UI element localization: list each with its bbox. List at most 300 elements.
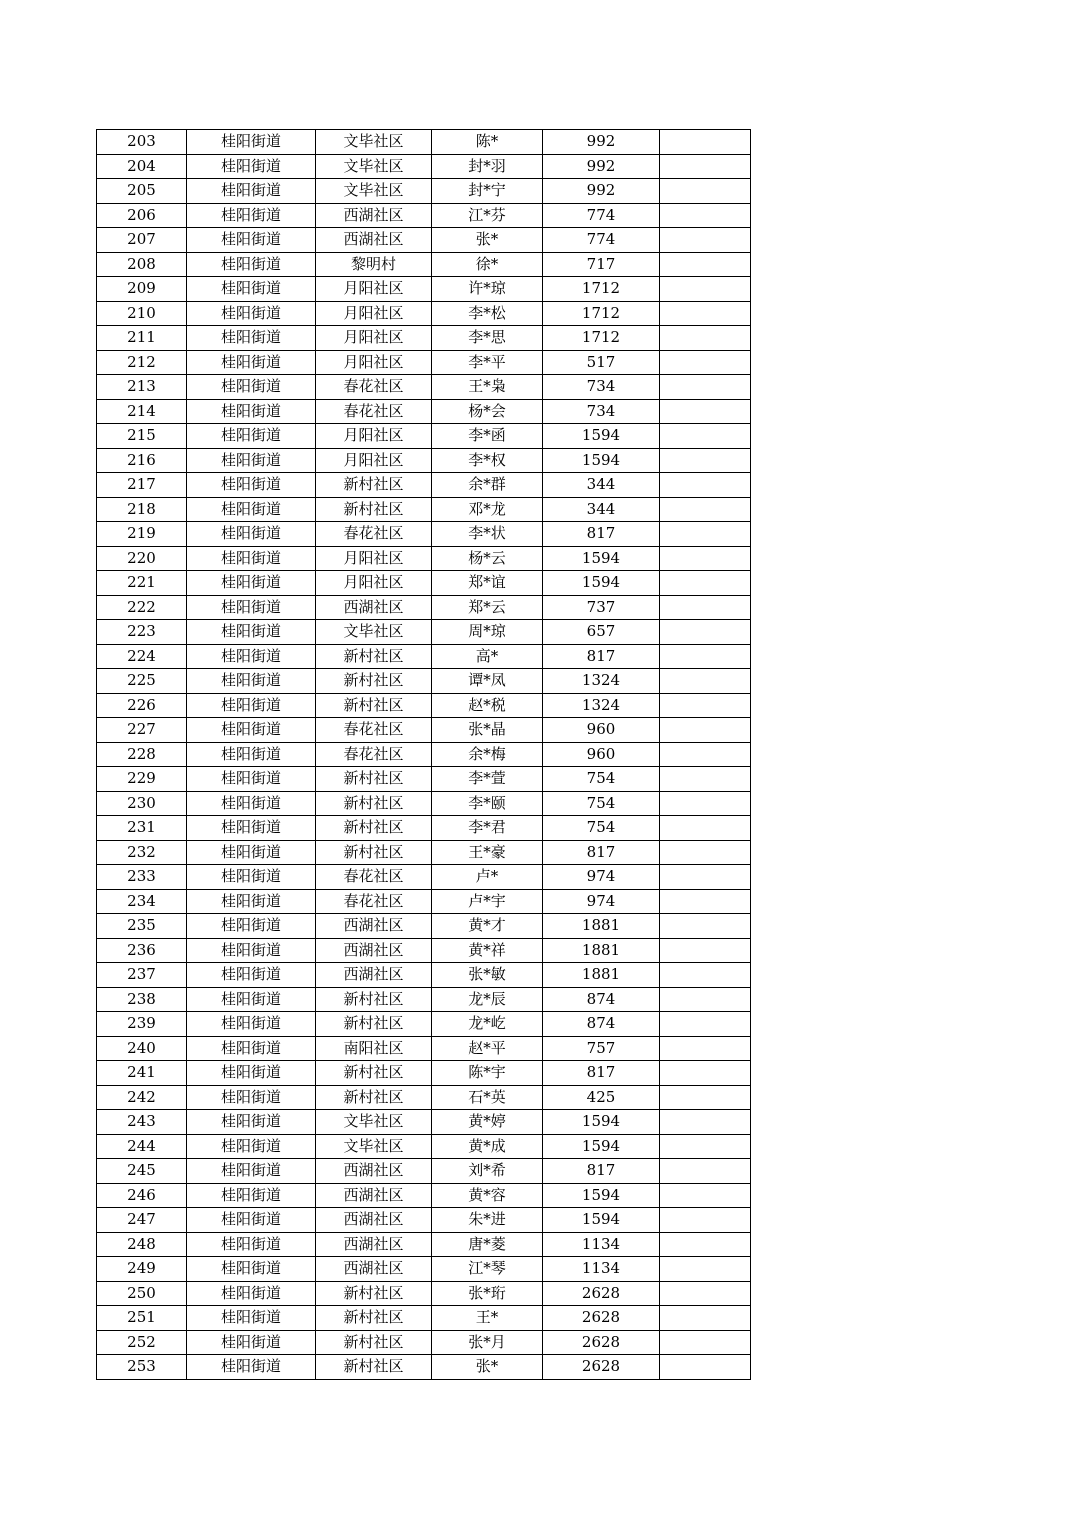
table-row [97, 1061, 751, 1086]
community-cell: 文毕社区 [316, 1134, 432, 1159]
remark-cell [660, 1306, 751, 1331]
amount-cell: 734 [543, 375, 660, 400]
community-cell: 新村社区 [316, 1085, 432, 1110]
street-cell: 桂阳街道 [187, 1355, 316, 1380]
table-row [97, 595, 751, 620]
row-number-cell: 217 [97, 473, 187, 498]
street-cell: 桂阳街道 [187, 228, 316, 253]
amount-cell: 992 [543, 154, 660, 179]
table-row [97, 1134, 751, 1159]
street-cell: 桂阳街道 [187, 179, 316, 204]
amount-cell: 1594 [543, 1183, 660, 1208]
row-number-cell: 229 [97, 767, 187, 792]
amount-cell: 2628 [543, 1281, 660, 1306]
row-number-cell: 230 [97, 791, 187, 816]
name-cell: 卢*宇 [432, 889, 543, 914]
table-row [97, 693, 751, 718]
community-cell: 新村社区 [316, 1281, 432, 1306]
street-cell: 桂阳街道 [187, 1110, 316, 1135]
table-row [97, 816, 751, 841]
amount-cell: 960 [543, 742, 660, 767]
remark-cell [660, 399, 751, 424]
community-cell: 月阳社区 [316, 277, 432, 302]
remark-cell [660, 987, 751, 1012]
remark-cell [660, 154, 751, 179]
name-cell: 封*宁 [432, 179, 543, 204]
street-cell: 桂阳街道 [187, 1232, 316, 1257]
remark-cell [660, 522, 751, 547]
name-cell: 张* [432, 1355, 543, 1380]
amount-cell: 1324 [543, 669, 660, 694]
street-cell: 桂阳街道 [187, 203, 316, 228]
name-cell: 王*枭 [432, 375, 543, 400]
amount-cell: 1594 [543, 1110, 660, 1135]
community-cell: 黎明村 [316, 252, 432, 277]
remark-cell [660, 1355, 751, 1380]
remark-cell [660, 1134, 751, 1159]
remark-cell [660, 203, 751, 228]
amount-cell: 754 [543, 791, 660, 816]
row-number-cell: 231 [97, 816, 187, 841]
amount-cell: 517 [543, 350, 660, 375]
remark-cell [660, 791, 751, 816]
name-cell: 黄*容 [432, 1183, 543, 1208]
row-number-cell: 249 [97, 1257, 187, 1282]
remark-cell [660, 767, 751, 792]
table-row [97, 497, 751, 522]
name-cell: 江*琴 [432, 1257, 543, 1282]
table-row [97, 1110, 751, 1135]
table-row [97, 179, 751, 204]
table-row [97, 1159, 751, 1184]
community-cell: 文毕社区 [316, 179, 432, 204]
table-row [97, 399, 751, 424]
amount-cell: 974 [543, 889, 660, 914]
table-row [97, 987, 751, 1012]
name-cell: 许*琼 [432, 277, 543, 302]
community-cell: 新村社区 [316, 1355, 432, 1380]
community-cell: 春花社区 [316, 399, 432, 424]
table-row [97, 448, 751, 473]
amount-cell: 344 [543, 497, 660, 522]
community-cell: 南阳社区 [316, 1036, 432, 1061]
row-number-cell: 206 [97, 203, 187, 228]
table-row [97, 424, 751, 449]
community-cell: 新村社区 [316, 693, 432, 718]
remark-cell [660, 595, 751, 620]
street-cell: 桂阳街道 [187, 424, 316, 449]
remark-cell [660, 914, 751, 939]
community-cell: 西湖社区 [316, 938, 432, 963]
remark-cell [660, 669, 751, 694]
row-number-cell: 214 [97, 399, 187, 424]
name-cell: 李*松 [432, 301, 543, 326]
community-cell: 西湖社区 [316, 1208, 432, 1233]
remark-cell [660, 938, 751, 963]
table-row [97, 228, 751, 253]
community-cell: 西湖社区 [316, 203, 432, 228]
remark-cell [660, 620, 751, 645]
remark-cell [660, 1281, 751, 1306]
street-cell: 桂阳街道 [187, 938, 316, 963]
row-number-cell: 224 [97, 644, 187, 669]
community-cell: 春花社区 [316, 889, 432, 914]
name-cell: 陈* [432, 130, 543, 155]
amount-cell: 2628 [543, 1330, 660, 1355]
street-cell: 桂阳街道 [187, 301, 316, 326]
table-row [97, 767, 751, 792]
amount-cell: 1594 [543, 571, 660, 596]
amount-cell: 757 [543, 1036, 660, 1061]
street-cell: 桂阳街道 [187, 1012, 316, 1037]
table-row [97, 791, 751, 816]
remark-cell [660, 889, 751, 914]
table-row [97, 963, 751, 988]
community-cell: 月阳社区 [316, 571, 432, 596]
row-number-cell: 216 [97, 448, 187, 473]
table-row [97, 1330, 751, 1355]
table-row [97, 938, 751, 963]
row-number-cell: 238 [97, 987, 187, 1012]
row-number-cell: 241 [97, 1061, 187, 1086]
table-row [97, 914, 751, 939]
remark-cell [660, 1232, 751, 1257]
street-cell: 桂阳街道 [187, 620, 316, 645]
amount-cell: 1881 [543, 914, 660, 939]
community-cell: 月阳社区 [316, 546, 432, 571]
amount-cell: 1594 [543, 1208, 660, 1233]
remark-cell [660, 326, 751, 351]
table-row [97, 1183, 751, 1208]
amount-cell: 774 [543, 203, 660, 228]
street-cell: 桂阳街道 [187, 718, 316, 743]
row-number-cell: 243 [97, 1110, 187, 1135]
street-cell: 桂阳街道 [187, 889, 316, 914]
amount-cell: 874 [543, 987, 660, 1012]
remark-cell [660, 1159, 751, 1184]
row-number-cell: 210 [97, 301, 187, 326]
row-number-cell: 245 [97, 1159, 187, 1184]
community-cell: 春花社区 [316, 718, 432, 743]
name-cell: 黄*才 [432, 914, 543, 939]
amount-cell: 1881 [543, 938, 660, 963]
amount-cell: 754 [543, 767, 660, 792]
street-cell: 桂阳街道 [187, 130, 316, 155]
street-cell: 桂阳街道 [187, 1330, 316, 1355]
name-cell: 李*君 [432, 816, 543, 841]
table-row [97, 546, 751, 571]
name-cell: 李*状 [432, 522, 543, 547]
remark-cell [660, 375, 751, 400]
community-cell: 文毕社区 [316, 1110, 432, 1135]
street-cell: 桂阳街道 [187, 522, 316, 547]
street-cell: 桂阳街道 [187, 595, 316, 620]
amount-cell: 425 [543, 1085, 660, 1110]
table-row [97, 865, 751, 890]
street-cell: 桂阳街道 [187, 987, 316, 1012]
table-row [97, 1257, 751, 1282]
remark-cell [660, 693, 751, 718]
community-cell: 新村社区 [316, 1012, 432, 1037]
street-cell: 桂阳街道 [187, 546, 316, 571]
table-row [97, 1012, 751, 1037]
table-row [97, 889, 751, 914]
community-cell: 新村社区 [316, 840, 432, 865]
name-cell: 龙*屹 [432, 1012, 543, 1037]
street-cell: 桂阳街道 [187, 375, 316, 400]
amount-cell: 717 [543, 252, 660, 277]
name-cell: 陈*宇 [432, 1061, 543, 1086]
remark-cell [660, 1257, 751, 1282]
name-cell: 卢* [432, 865, 543, 890]
table-row [97, 301, 751, 326]
street-cell: 桂阳街道 [187, 914, 316, 939]
data-table [96, 129, 751, 1380]
street-cell: 桂阳街道 [187, 252, 316, 277]
remark-cell [660, 448, 751, 473]
row-number-cell: 234 [97, 889, 187, 914]
table-row [97, 350, 751, 375]
row-number-cell: 226 [97, 693, 187, 718]
street-cell: 桂阳街道 [187, 473, 316, 498]
row-number-cell: 205 [97, 179, 187, 204]
community-cell: 新村社区 [316, 669, 432, 694]
amount-cell: 2628 [543, 1306, 660, 1331]
community-cell: 西湖社区 [316, 1257, 432, 1282]
amount-cell: 974 [543, 865, 660, 890]
remark-cell [660, 840, 751, 865]
community-cell: 新村社区 [316, 1306, 432, 1331]
row-number-cell: 244 [97, 1134, 187, 1159]
row-number-cell: 235 [97, 914, 187, 939]
remark-cell [660, 1012, 751, 1037]
row-number-cell: 252 [97, 1330, 187, 1355]
table-body [97, 130, 751, 1380]
street-cell: 桂阳街道 [187, 1134, 316, 1159]
row-number-cell: 215 [97, 424, 187, 449]
amount-cell: 992 [543, 179, 660, 204]
street-cell: 桂阳街道 [187, 571, 316, 596]
row-number-cell: 211 [97, 326, 187, 351]
community-cell: 新村社区 [316, 1330, 432, 1355]
table-row [97, 1355, 751, 1380]
street-cell: 桂阳街道 [187, 1061, 316, 1086]
street-cell: 桂阳街道 [187, 963, 316, 988]
remark-cell [660, 644, 751, 669]
row-number-cell: 253 [97, 1355, 187, 1380]
row-number-cell: 204 [97, 154, 187, 179]
amount-cell: 1594 [543, 546, 660, 571]
street-cell: 桂阳街道 [187, 277, 316, 302]
community-cell: 新村社区 [316, 987, 432, 1012]
row-number-cell: 203 [97, 130, 187, 155]
street-cell: 桂阳街道 [187, 742, 316, 767]
street-cell: 桂阳街道 [187, 1159, 316, 1184]
community-cell: 西湖社区 [316, 963, 432, 988]
row-number-cell: 242 [97, 1085, 187, 1110]
row-number-cell: 240 [97, 1036, 187, 1061]
row-number-cell: 248 [97, 1232, 187, 1257]
row-number-cell: 219 [97, 522, 187, 547]
amount-cell: 1594 [543, 424, 660, 449]
row-number-cell: 220 [97, 546, 187, 571]
remark-cell [660, 816, 751, 841]
community-cell: 月阳社区 [316, 424, 432, 449]
row-number-cell: 228 [97, 742, 187, 767]
row-number-cell: 218 [97, 497, 187, 522]
table-row [97, 203, 751, 228]
row-number-cell: 237 [97, 963, 187, 988]
street-cell: 桂阳街道 [187, 1085, 316, 1110]
remark-cell [660, 1330, 751, 1355]
table-row [97, 1036, 751, 1061]
row-number-cell: 239 [97, 1012, 187, 1037]
street-cell: 桂阳街道 [187, 154, 316, 179]
amount-cell: 737 [543, 595, 660, 620]
row-number-cell: 233 [97, 865, 187, 890]
community-cell: 春花社区 [316, 375, 432, 400]
amount-cell: 817 [543, 644, 660, 669]
amount-cell: 1712 [543, 301, 660, 326]
name-cell: 余*梅 [432, 742, 543, 767]
name-cell: 李*平 [432, 350, 543, 375]
name-cell: 赵*税 [432, 693, 543, 718]
name-cell: 李*权 [432, 448, 543, 473]
community-cell: 新村社区 [316, 767, 432, 792]
remark-cell [660, 571, 751, 596]
amount-cell: 817 [543, 840, 660, 865]
amount-cell: 2628 [543, 1355, 660, 1380]
table-row [97, 473, 751, 498]
table-row [97, 277, 751, 302]
community-cell: 西湖社区 [316, 595, 432, 620]
row-number-cell: 221 [97, 571, 187, 596]
street-cell: 桂阳街道 [187, 791, 316, 816]
remark-cell [660, 865, 751, 890]
street-cell: 桂阳街道 [187, 669, 316, 694]
community-cell: 月阳社区 [316, 350, 432, 375]
table-row [97, 1281, 751, 1306]
table-row [97, 1208, 751, 1233]
table-row [97, 252, 751, 277]
community-cell: 月阳社区 [316, 448, 432, 473]
remark-cell [660, 1085, 751, 1110]
remark-cell [660, 546, 751, 571]
name-cell: 王*豪 [432, 840, 543, 865]
row-number-cell: 207 [97, 228, 187, 253]
name-cell: 谭*凤 [432, 669, 543, 694]
name-cell: 龙*辰 [432, 987, 543, 1012]
amount-cell: 1881 [543, 963, 660, 988]
row-number-cell: 251 [97, 1306, 187, 1331]
name-cell: 杨*云 [432, 546, 543, 571]
row-number-cell: 212 [97, 350, 187, 375]
community-cell: 月阳社区 [316, 301, 432, 326]
name-cell: 唐*菱 [432, 1232, 543, 1257]
community-cell: 新村社区 [316, 644, 432, 669]
name-cell: 李*函 [432, 424, 543, 449]
row-number-cell: 246 [97, 1183, 187, 1208]
name-cell: 王* [432, 1306, 543, 1331]
name-cell: 李*颐 [432, 791, 543, 816]
street-cell: 桂阳街道 [187, 350, 316, 375]
street-cell: 桂阳街道 [187, 1257, 316, 1282]
remark-cell [660, 742, 751, 767]
name-cell: 刘*希 [432, 1159, 543, 1184]
row-number-cell: 223 [97, 620, 187, 645]
row-number-cell: 222 [97, 595, 187, 620]
remark-cell [660, 1208, 751, 1233]
amount-cell: 992 [543, 130, 660, 155]
amount-cell: 960 [543, 718, 660, 743]
community-cell: 春花社区 [316, 742, 432, 767]
name-cell: 黄*婷 [432, 1110, 543, 1135]
row-number-cell: 209 [97, 277, 187, 302]
amount-cell: 874 [543, 1012, 660, 1037]
amount-cell: 1594 [543, 448, 660, 473]
street-cell: 桂阳街道 [187, 840, 316, 865]
row-number-cell: 236 [97, 938, 187, 963]
table-row [97, 1085, 751, 1110]
name-cell: 张*敏 [432, 963, 543, 988]
remark-cell [660, 963, 751, 988]
table-row [97, 154, 751, 179]
community-cell: 新村社区 [316, 473, 432, 498]
name-cell: 张*珩 [432, 1281, 543, 1306]
community-cell: 西湖社区 [316, 914, 432, 939]
amount-cell: 734 [543, 399, 660, 424]
row-number-cell: 213 [97, 375, 187, 400]
name-cell: 黄*祥 [432, 938, 543, 963]
name-cell: 江*芬 [432, 203, 543, 228]
community-cell: 新村社区 [316, 791, 432, 816]
community-cell: 西湖社区 [316, 1232, 432, 1257]
amount-cell: 754 [543, 816, 660, 841]
remark-cell [660, 130, 751, 155]
name-cell: 邓*龙 [432, 497, 543, 522]
street-cell: 桂阳街道 [187, 448, 316, 473]
name-cell: 高* [432, 644, 543, 669]
table-row [97, 571, 751, 596]
name-cell: 李*萱 [432, 767, 543, 792]
table-row [97, 620, 751, 645]
amount-cell: 657 [543, 620, 660, 645]
remark-cell [660, 350, 751, 375]
table-row [97, 326, 751, 351]
street-cell: 桂阳街道 [187, 1183, 316, 1208]
amount-cell: 817 [543, 1159, 660, 1184]
name-cell: 张*月 [432, 1330, 543, 1355]
street-cell: 桂阳街道 [187, 1036, 316, 1061]
row-number-cell: 232 [97, 840, 187, 865]
amount-cell: 1134 [543, 1257, 660, 1282]
amount-cell: 817 [543, 1061, 660, 1086]
street-cell: 桂阳街道 [187, 1208, 316, 1233]
community-cell: 月阳社区 [316, 326, 432, 351]
community-cell: 春花社区 [316, 865, 432, 890]
remark-cell [660, 277, 751, 302]
amount-cell: 1594 [543, 1134, 660, 1159]
amount-cell: 774 [543, 228, 660, 253]
table-row [97, 375, 751, 400]
name-cell: 朱*进 [432, 1208, 543, 1233]
amount-cell: 1134 [543, 1232, 660, 1257]
remark-cell [660, 424, 751, 449]
remark-cell [660, 301, 751, 326]
row-number-cell: 227 [97, 718, 187, 743]
street-cell: 桂阳街道 [187, 644, 316, 669]
row-number-cell: 247 [97, 1208, 187, 1233]
